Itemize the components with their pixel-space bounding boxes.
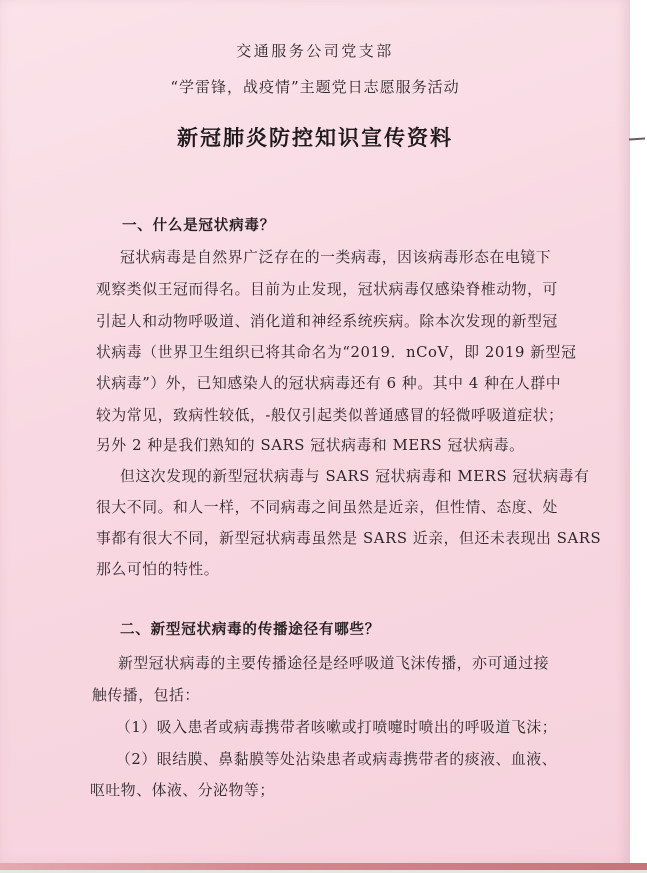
document-title: 新冠肺炎防控知识宣传资料 — [177, 125, 453, 150]
section-1-line: 状病毒（世界卫生组织已将其命名为“2019．nCoV，即 2019 新型冠 — [96, 344, 577, 361]
section-1-line: 很大不同。和人一样，不同病毒之间虽然是近亲，但性情、态度、处 — [96, 499, 558, 516]
section-2-line: 呕吐物、体液、分泌物等； — [90, 782, 275, 799]
scan-mark — [629, 137, 645, 140]
section-2-line: （1）吸入患者或病毒携带者咳嗽或打喷嚏时喷出的呼吸道飞沫； — [116, 719, 558, 736]
section-2-heading: 二、新型冠状病毒的传播途径有哪些？ — [120, 622, 381, 638]
section-2-line: 新型冠状病毒的主要传播途径是经呼吸道飞沫传播，亦可通过接 — [118, 655, 550, 672]
section-1-line: 另外 2 种是我们熟知的 SARS 冠状病毒和 MERS 冠状病毒。 — [96, 437, 525, 454]
section-1-line: 较为常见，致病性较低，-般仅引起类似普通感冒的轻微呼吸道症状； — [96, 407, 564, 424]
section-1-line: 引起人和动物呼吸道、消化道和神经系统疾病。除本次发现的新型冠 — [96, 313, 558, 330]
section-1-line: 观察类似王冠而得名。目前为止发现，冠状病毒仅感染脊椎动物，可 — [96, 281, 558, 298]
section-1-heading: 一、什么是冠状病毒？ — [122, 218, 275, 234]
section-1-line: 冠状病毒是自然界广泛存在的一类病毒，因该病毒形态在电镜下 — [120, 249, 552, 266]
section-2-line: 触传播，包括： — [92, 687, 200, 704]
section-2-line: （2）眼结膜、鼻黏膜等处沾染患者或病毒携带者的痰液、血液、 — [116, 751, 558, 768]
activity-title: “学雷锋，战疫情”主题党日志愿服务活动 — [170, 78, 460, 96]
organization-name: 交通服务公司党支部 — [236, 42, 394, 60]
scan-bottom-edge — [0, 863, 647, 873]
section-1-line: 状病毒”）外，已知感染人的冠状病毒还有 6 种。其中 4 种在人群中 — [96, 375, 562, 392]
section-1-line: 事都有很大不同，新型冠状病毒虽然是 SARS 近亲，但还未表现出 SARS — [96, 530, 602, 547]
section-1-line: 但这次发现的新型冠状病毒与 SARS 冠状病毒和 MERS 冠状病毒有 — [120, 468, 590, 485]
section-1-line: 那么可怕的特性。 — [96, 561, 220, 578]
